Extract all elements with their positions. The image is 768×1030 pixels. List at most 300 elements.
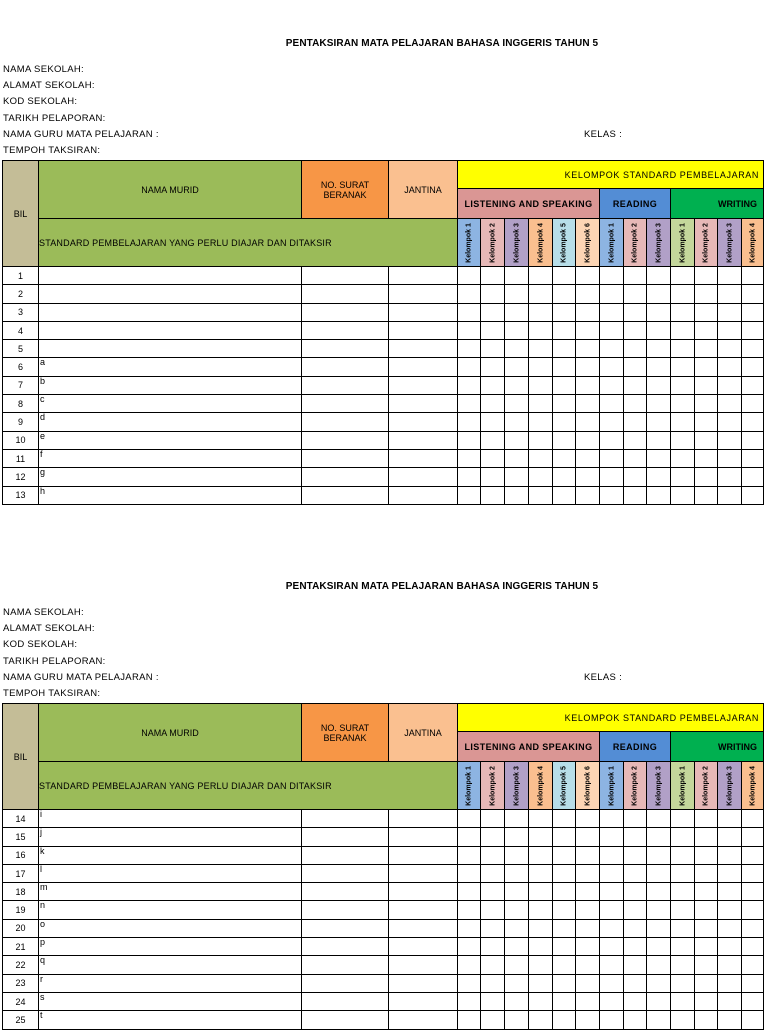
kelompok-score-cell[interactable] — [600, 340, 624, 358]
kelompok-score-cell[interactable] — [458, 431, 481, 449]
kelompok-score-cell[interactable] — [671, 810, 695, 828]
kelompok-score-cell[interactable] — [576, 340, 600, 358]
kelompok-score-cell[interactable] — [481, 938, 505, 956]
kelompok-score-cell[interactable] — [481, 810, 505, 828]
kelompok-score-cell[interactable] — [624, 810, 647, 828]
kelompok-score-cell[interactable] — [742, 303, 764, 321]
no-surat-cell[interactable] — [302, 395, 389, 413]
student-name-cell[interactable]: g — [39, 468, 302, 486]
kelompok-score-cell[interactable] — [505, 992, 529, 1010]
kelompok-score-cell[interactable] — [695, 449, 718, 467]
jantina-cell[interactable] — [389, 486, 458, 504]
no-surat-cell[interactable] — [302, 358, 389, 376]
kelompok-score-cell[interactable] — [624, 992, 647, 1010]
kelompok-score-cell[interactable] — [481, 431, 505, 449]
kelompok-score-cell[interactable] — [576, 956, 600, 974]
jantina-cell[interactable] — [389, 1011, 458, 1029]
jantina-cell[interactable] — [389, 340, 458, 358]
kelompok-score-cell[interactable] — [458, 974, 481, 992]
kelompok-score-cell[interactable] — [600, 992, 624, 1010]
kelompok-score-cell[interactable] — [505, 486, 529, 504]
kelompok-score-cell[interactable] — [481, 956, 505, 974]
kelompok-score-cell[interactable] — [647, 285, 671, 303]
kelompok-score-cell[interactable] — [695, 846, 718, 864]
kelompok-score-cell[interactable] — [742, 449, 764, 467]
no-surat-cell[interactable] — [302, 340, 389, 358]
kelompok-score-cell[interactable] — [458, 340, 481, 358]
kelompok-score-cell[interactable] — [718, 431, 742, 449]
no-surat-cell[interactable] — [302, 1011, 389, 1029]
kelompok-score-cell[interactable] — [458, 358, 481, 376]
kelompok-score-cell[interactable] — [671, 846, 695, 864]
kelompok-score-cell[interactable] — [505, 864, 529, 882]
kelompok-score-cell[interactable] — [529, 864, 553, 882]
kelompok-score-cell[interactable] — [505, 919, 529, 937]
kelompok-score-cell[interactable] — [600, 810, 624, 828]
kelompok-score-cell[interactable] — [695, 340, 718, 358]
kelompok-score-cell[interactable] — [505, 1011, 529, 1029]
kelompok-score-cell[interactable] — [647, 974, 671, 992]
kelompok-score-cell[interactable] — [600, 938, 624, 956]
kelompok-score-cell[interactable] — [505, 883, 529, 901]
kelompok-score-cell[interactable] — [576, 974, 600, 992]
kelompok-score-cell[interactable] — [458, 919, 481, 937]
kelompok-score-cell[interactable] — [600, 846, 624, 864]
no-surat-cell[interactable] — [302, 883, 389, 901]
student-name-cell[interactable] — [39, 267, 302, 285]
kelompok-score-cell[interactable] — [481, 340, 505, 358]
jantina-cell[interactable] — [389, 468, 458, 486]
kelompok-score-cell[interactable] — [742, 340, 764, 358]
kelompok-score-cell[interactable] — [600, 395, 624, 413]
kelompok-score-cell[interactable] — [718, 919, 742, 937]
kelompok-score-cell[interactable] — [505, 267, 529, 285]
kelompok-score-cell[interactable] — [718, 303, 742, 321]
kelompok-score-cell[interactable] — [671, 828, 695, 846]
kelompok-score-cell[interactable] — [576, 267, 600, 285]
kelompok-score-cell[interactable] — [695, 883, 718, 901]
kelompok-score-cell[interactable] — [458, 486, 481, 504]
kelompok-score-cell[interactable] — [481, 486, 505, 504]
kelompok-score-cell[interactable] — [624, 938, 647, 956]
kelompok-score-cell[interactable] — [458, 413, 481, 431]
no-surat-cell[interactable] — [302, 810, 389, 828]
kelompok-score-cell[interactable] — [600, 974, 624, 992]
kelompok-score-cell[interactable] — [671, 376, 695, 394]
kelompok-score-cell[interactable] — [505, 974, 529, 992]
kelompok-score-cell[interactable] — [647, 938, 671, 956]
kelompok-score-cell[interactable] — [718, 883, 742, 901]
kelompok-score-cell[interactable] — [718, 449, 742, 467]
kelompok-score-cell[interactable] — [600, 919, 624, 937]
kelompok-score-cell[interactable] — [742, 321, 764, 339]
kelompok-score-cell[interactable] — [529, 1011, 553, 1029]
kelompok-score-cell[interactable] — [481, 376, 505, 394]
kelompok-score-cell[interactable] — [458, 303, 481, 321]
kelompok-score-cell[interactable] — [742, 358, 764, 376]
jantina-cell[interactable] — [389, 901, 458, 919]
kelompok-score-cell[interactable] — [647, 956, 671, 974]
kelompok-score-cell[interactable] — [718, 267, 742, 285]
kelompok-score-cell[interactable] — [647, 883, 671, 901]
kelompok-score-cell[interactable] — [647, 267, 671, 285]
kelompok-score-cell[interactable] — [647, 376, 671, 394]
kelompok-score-cell[interactable] — [600, 413, 624, 431]
jantina-cell[interactable] — [389, 974, 458, 992]
kelompok-score-cell[interactable] — [600, 468, 624, 486]
kelompok-score-cell[interactable] — [529, 810, 553, 828]
kelompok-score-cell[interactable] — [624, 901, 647, 919]
kelompok-score-cell[interactable] — [600, 883, 624, 901]
kelompok-score-cell[interactable] — [529, 956, 553, 974]
kelompok-score-cell[interactable] — [553, 974, 576, 992]
kelompok-score-cell[interactable] — [671, 303, 695, 321]
kelompok-score-cell[interactable] — [647, 810, 671, 828]
jantina-cell[interactable] — [389, 846, 458, 864]
kelompok-score-cell[interactable] — [647, 321, 671, 339]
kelompok-score-cell[interactable] — [600, 358, 624, 376]
kelompok-score-cell[interactable] — [647, 992, 671, 1010]
kelompok-score-cell[interactable] — [718, 358, 742, 376]
kelompok-score-cell[interactable] — [647, 468, 671, 486]
kelompok-score-cell[interactable] — [624, 828, 647, 846]
kelompok-score-cell[interactable] — [505, 413, 529, 431]
kelompok-score-cell[interactable] — [742, 992, 764, 1010]
kelompok-score-cell[interactable] — [742, 883, 764, 901]
kelompok-score-cell[interactable] — [742, 431, 764, 449]
kelompok-score-cell[interactable] — [553, 486, 576, 504]
kelompok-score-cell[interactable] — [624, 303, 647, 321]
kelompok-score-cell[interactable] — [695, 974, 718, 992]
kelompok-score-cell[interactable] — [624, 321, 647, 339]
kelompok-score-cell[interactable] — [505, 340, 529, 358]
kelompok-score-cell[interactable] — [695, 303, 718, 321]
kelompok-score-cell[interactable] — [718, 974, 742, 992]
kelompok-score-cell[interactable] — [458, 883, 481, 901]
kelompok-score-cell[interactable] — [458, 938, 481, 956]
kelompok-score-cell[interactable] — [458, 828, 481, 846]
kelompok-score-cell[interactable] — [647, 901, 671, 919]
kelompok-score-cell[interactable] — [624, 864, 647, 882]
kelompok-score-cell[interactable] — [742, 956, 764, 974]
kelompok-score-cell[interactable] — [553, 431, 576, 449]
student-name-cell[interactable]: d — [39, 413, 302, 431]
kelompok-score-cell[interactable] — [695, 919, 718, 937]
kelompok-score-cell[interactable] — [695, 321, 718, 339]
kelompok-score-cell[interactable] — [481, 846, 505, 864]
kelompok-score-cell[interactable] — [576, 413, 600, 431]
kelompok-score-cell[interactable] — [671, 486, 695, 504]
kelompok-score-cell[interactable] — [529, 974, 553, 992]
kelompok-score-cell[interactable] — [529, 358, 553, 376]
kelompok-score-cell[interactable] — [647, 431, 671, 449]
kelompok-score-cell[interactable] — [695, 901, 718, 919]
student-name-cell[interactable]: e — [39, 431, 302, 449]
jantina-cell[interactable] — [389, 358, 458, 376]
no-surat-cell[interactable] — [302, 864, 389, 882]
kelompok-score-cell[interactable] — [718, 395, 742, 413]
kelompok-score-cell[interactable] — [481, 974, 505, 992]
jantina-cell[interactable] — [389, 449, 458, 467]
no-surat-cell[interactable] — [302, 449, 389, 467]
kelompok-score-cell[interactable] — [600, 321, 624, 339]
kelompok-score-cell[interactable] — [600, 285, 624, 303]
kelompok-score-cell[interactable] — [695, 358, 718, 376]
student-name-cell[interactable] — [39, 340, 302, 358]
no-surat-cell[interactable] — [302, 938, 389, 956]
no-surat-cell[interactable] — [302, 468, 389, 486]
kelompok-score-cell[interactable] — [576, 431, 600, 449]
kelompok-score-cell[interactable] — [553, 828, 576, 846]
kelompok-score-cell[interactable] — [671, 864, 695, 882]
kelompok-score-cell[interactable] — [529, 486, 553, 504]
kelompok-score-cell[interactable] — [529, 449, 553, 467]
kelompok-score-cell[interactable] — [742, 810, 764, 828]
kelompok-score-cell[interactable] — [624, 285, 647, 303]
kelompok-score-cell[interactable] — [718, 901, 742, 919]
kelompok-score-cell[interactable] — [529, 376, 553, 394]
kelompok-score-cell[interactable] — [624, 431, 647, 449]
kelompok-score-cell[interactable] — [600, 376, 624, 394]
kelompok-score-cell[interactable] — [458, 395, 481, 413]
kelompok-score-cell[interactable] — [576, 285, 600, 303]
student-name-cell[interactable]: c — [39, 395, 302, 413]
kelompok-score-cell[interactable] — [481, 883, 505, 901]
kelompok-score-cell[interactable] — [624, 449, 647, 467]
kelompok-score-cell[interactable] — [576, 321, 600, 339]
kelompok-score-cell[interactable] — [624, 486, 647, 504]
kelompok-score-cell[interactable] — [647, 919, 671, 937]
jantina-cell[interactable] — [389, 376, 458, 394]
jantina-cell[interactable] — [389, 919, 458, 937]
kelompok-score-cell[interactable] — [671, 919, 695, 937]
no-surat-cell[interactable] — [302, 956, 389, 974]
kelompok-score-cell[interactable] — [695, 938, 718, 956]
kelompok-score-cell[interactable] — [576, 810, 600, 828]
kelompok-score-cell[interactable] — [481, 901, 505, 919]
kelompok-score-cell[interactable] — [718, 846, 742, 864]
kelompok-score-cell[interactable] — [671, 413, 695, 431]
kelompok-score-cell[interactable] — [671, 938, 695, 956]
kelompok-score-cell[interactable] — [576, 1011, 600, 1029]
no-surat-cell[interactable] — [302, 846, 389, 864]
kelompok-score-cell[interactable] — [718, 956, 742, 974]
jantina-cell[interactable] — [389, 992, 458, 1010]
kelompok-score-cell[interactable] — [742, 285, 764, 303]
kelompok-score-cell[interactable] — [718, 486, 742, 504]
kelompok-score-cell[interactable] — [481, 303, 505, 321]
kelompok-score-cell[interactable] — [481, 864, 505, 882]
kelompok-score-cell[interactable] — [671, 974, 695, 992]
jantina-cell[interactable] — [389, 431, 458, 449]
kelompok-score-cell[interactable] — [600, 267, 624, 285]
kelompok-score-cell[interactable] — [481, 413, 505, 431]
kelompok-score-cell[interactable] — [742, 376, 764, 394]
kelompok-score-cell[interactable] — [553, 358, 576, 376]
kelompok-score-cell[interactable] — [647, 303, 671, 321]
kelompok-score-cell[interactable] — [576, 376, 600, 394]
kelompok-score-cell[interactable] — [481, 395, 505, 413]
kelompok-score-cell[interactable] — [576, 828, 600, 846]
no-surat-cell[interactable] — [302, 431, 389, 449]
kelompok-score-cell[interactable] — [600, 1011, 624, 1029]
kelompok-score-cell[interactable] — [505, 285, 529, 303]
kelompok-score-cell[interactable] — [695, 486, 718, 504]
no-surat-cell[interactable] — [302, 486, 389, 504]
kelompok-score-cell[interactable] — [481, 468, 505, 486]
kelompok-score-cell[interactable] — [647, 358, 671, 376]
kelompok-score-cell[interactable] — [600, 901, 624, 919]
student-name-cell[interactable]: i — [39, 810, 302, 828]
kelompok-score-cell[interactable] — [458, 285, 481, 303]
kelompok-score-cell[interactable] — [529, 828, 553, 846]
kelompok-score-cell[interactable] — [742, 938, 764, 956]
kelompok-score-cell[interactable] — [553, 449, 576, 467]
kelompok-score-cell[interactable] — [718, 413, 742, 431]
kelompok-score-cell[interactable] — [742, 919, 764, 937]
kelompok-score-cell[interactable] — [600, 303, 624, 321]
student-name-cell[interactable] — [39, 285, 302, 303]
kelompok-score-cell[interactable] — [576, 919, 600, 937]
kelompok-score-cell[interactable] — [481, 992, 505, 1010]
jantina-cell[interactable] — [389, 828, 458, 846]
kelompok-score-cell[interactable] — [505, 376, 529, 394]
kelompok-score-cell[interactable] — [481, 358, 505, 376]
kelompok-score-cell[interactable] — [647, 449, 671, 467]
kelompok-score-cell[interactable] — [624, 468, 647, 486]
kelompok-score-cell[interactable] — [505, 810, 529, 828]
kelompok-score-cell[interactable] — [505, 901, 529, 919]
no-surat-cell[interactable] — [302, 376, 389, 394]
kelompok-score-cell[interactable] — [671, 468, 695, 486]
kelompok-score-cell[interactable] — [671, 358, 695, 376]
kelompok-score-cell[interactable] — [647, 413, 671, 431]
kelompok-score-cell[interactable] — [458, 1011, 481, 1029]
kelompok-score-cell[interactable] — [553, 285, 576, 303]
kelompok-score-cell[interactable] — [671, 431, 695, 449]
kelompok-score-cell[interactable] — [529, 267, 553, 285]
jantina-cell[interactable] — [389, 810, 458, 828]
student-name-cell[interactable]: p — [39, 938, 302, 956]
kelompok-score-cell[interactable] — [576, 864, 600, 882]
jantina-cell[interactable] — [389, 303, 458, 321]
kelompok-score-cell[interactable] — [553, 864, 576, 882]
kelompok-score-cell[interactable] — [671, 321, 695, 339]
kelompok-score-cell[interactable] — [695, 810, 718, 828]
kelompok-score-cell[interactable] — [671, 267, 695, 285]
kelompok-score-cell[interactable] — [624, 358, 647, 376]
kelompok-score-cell[interactable] — [553, 395, 576, 413]
kelompok-score-cell[interactable] — [458, 267, 481, 285]
kelompok-score-cell[interactable] — [742, 395, 764, 413]
kelompok-score-cell[interactable] — [718, 468, 742, 486]
kelompok-score-cell[interactable] — [576, 449, 600, 467]
kelompok-score-cell[interactable] — [695, 431, 718, 449]
no-surat-cell[interactable] — [302, 413, 389, 431]
jantina-cell[interactable] — [389, 413, 458, 431]
kelompok-score-cell[interactable] — [553, 901, 576, 919]
kelompok-score-cell[interactable] — [529, 303, 553, 321]
student-name-cell[interactable]: f — [39, 449, 302, 467]
student-name-cell[interactable]: b — [39, 376, 302, 394]
kelompok-score-cell[interactable] — [576, 486, 600, 504]
kelompok-score-cell[interactable] — [742, 828, 764, 846]
kelompok-score-cell[interactable] — [671, 449, 695, 467]
no-surat-cell[interactable] — [302, 267, 389, 285]
student-name-cell[interactable] — [39, 303, 302, 321]
kelompok-score-cell[interactable] — [718, 938, 742, 956]
student-name-cell[interactable]: k — [39, 846, 302, 864]
kelompok-score-cell[interactable] — [553, 883, 576, 901]
kelompok-score-cell[interactable] — [481, 449, 505, 467]
no-surat-cell[interactable] — [302, 828, 389, 846]
kelompok-score-cell[interactable] — [553, 810, 576, 828]
kelompok-score-cell[interactable] — [600, 864, 624, 882]
student-name-cell[interactable]: r — [39, 974, 302, 992]
kelompok-score-cell[interactable] — [647, 486, 671, 504]
kelompok-score-cell[interactable] — [647, 864, 671, 882]
kelompok-score-cell[interactable] — [553, 846, 576, 864]
kelompok-score-cell[interactable] — [458, 901, 481, 919]
kelompok-score-cell[interactable] — [553, 1011, 576, 1029]
student-name-cell[interactable]: o — [39, 919, 302, 937]
no-surat-cell[interactable] — [302, 974, 389, 992]
kelompok-score-cell[interactable] — [458, 956, 481, 974]
student-name-cell[interactable]: h — [39, 486, 302, 504]
jantina-cell[interactable] — [389, 864, 458, 882]
kelompok-score-cell[interactable] — [600, 486, 624, 504]
kelompok-score-cell[interactable] — [529, 431, 553, 449]
kelompok-score-cell[interactable] — [742, 486, 764, 504]
student-name-cell[interactable]: q — [39, 956, 302, 974]
kelompok-score-cell[interactable] — [742, 974, 764, 992]
kelompok-score-cell[interactable] — [553, 413, 576, 431]
kelompok-score-cell[interactable] — [742, 901, 764, 919]
kelompok-score-cell[interactable] — [647, 828, 671, 846]
jantina-cell[interactable] — [389, 883, 458, 901]
jantina-cell[interactable] — [389, 321, 458, 339]
kelompok-score-cell[interactable] — [742, 468, 764, 486]
kelompok-score-cell[interactable] — [505, 395, 529, 413]
kelompok-score-cell[interactable] — [481, 285, 505, 303]
kelompok-score-cell[interactable] — [718, 321, 742, 339]
kelompok-score-cell[interactable] — [458, 321, 481, 339]
student-name-cell[interactable]: s — [39, 992, 302, 1010]
kelompok-score-cell[interactable] — [624, 267, 647, 285]
kelompok-score-cell[interactable] — [600, 828, 624, 846]
kelompok-score-cell[interactable] — [695, 992, 718, 1010]
kelompok-score-cell[interactable] — [742, 864, 764, 882]
kelompok-score-cell[interactable] — [718, 340, 742, 358]
kelompok-score-cell[interactable] — [695, 864, 718, 882]
kelompok-score-cell[interactable] — [529, 919, 553, 937]
kelompok-score-cell[interactable] — [742, 846, 764, 864]
kelompok-score-cell[interactable] — [553, 938, 576, 956]
kelompok-score-cell[interactable] — [624, 883, 647, 901]
kelompok-score-cell[interactable] — [576, 395, 600, 413]
kelompok-score-cell[interactable] — [505, 358, 529, 376]
kelompok-score-cell[interactable] — [718, 864, 742, 882]
kelompok-score-cell[interactable] — [624, 413, 647, 431]
kelompok-score-cell[interactable] — [718, 810, 742, 828]
kelompok-score-cell[interactable] — [695, 395, 718, 413]
kelompok-score-cell[interactable] — [529, 285, 553, 303]
kelompok-score-cell[interactable] — [671, 901, 695, 919]
kelompok-score-cell[interactable] — [553, 919, 576, 937]
kelompok-score-cell[interactable] — [481, 828, 505, 846]
student-name-cell[interactable]: t — [39, 1011, 302, 1029]
student-name-cell[interactable]: a — [39, 358, 302, 376]
